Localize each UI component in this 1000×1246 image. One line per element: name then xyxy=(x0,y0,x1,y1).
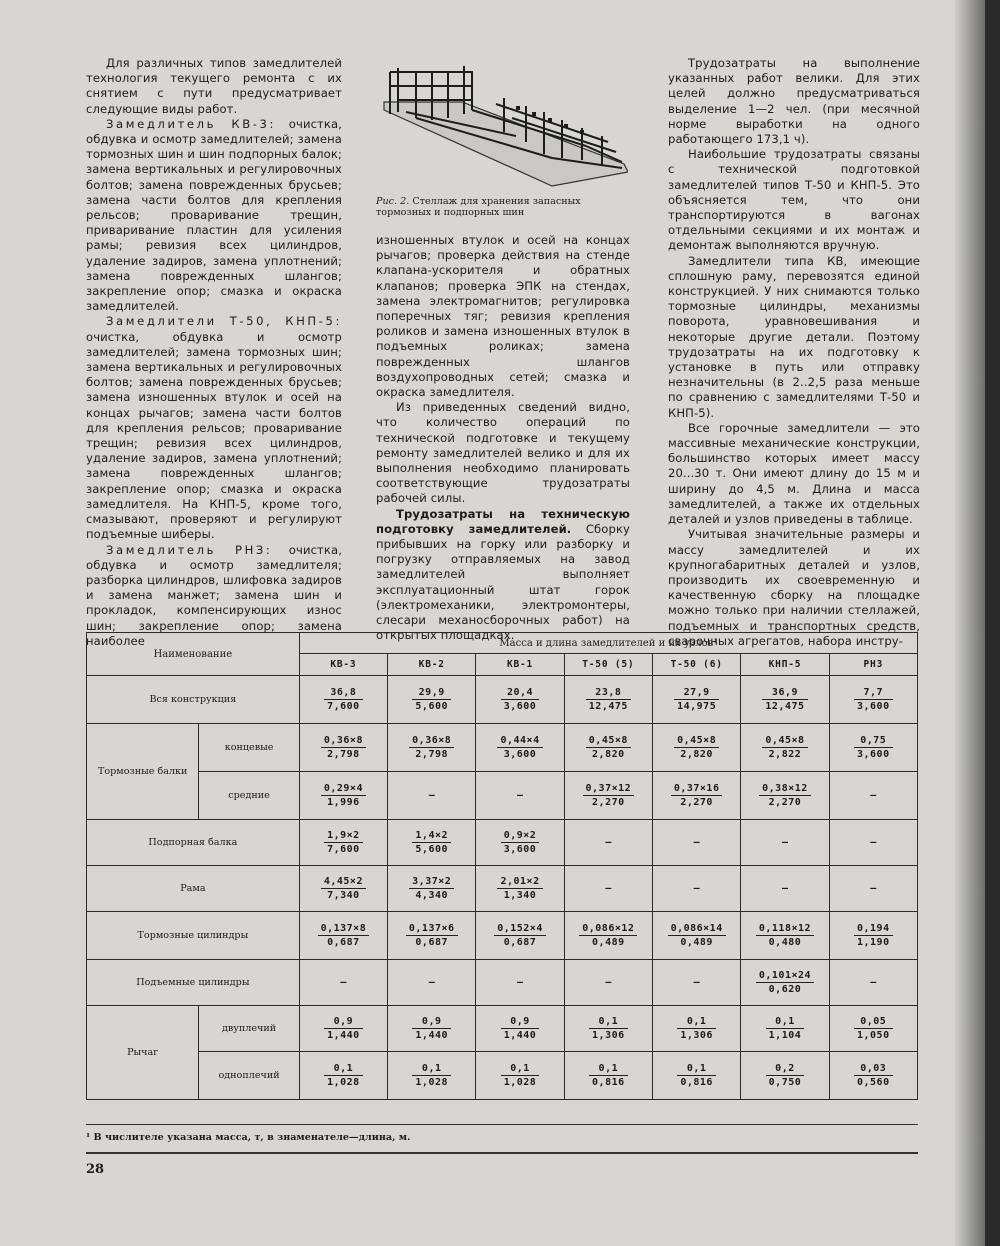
table-cell xyxy=(564,772,652,820)
mass-value: 0,37×16 xyxy=(671,782,723,796)
length-value: 0,687 xyxy=(415,937,449,948)
length-value: 7,340 xyxy=(327,890,360,901)
length-value: 1,440 xyxy=(415,1030,449,1041)
empty-dash: — xyxy=(781,883,788,894)
length-value: 1,340 xyxy=(503,890,537,901)
length-value: 7,600 xyxy=(327,844,360,855)
table-cell xyxy=(741,960,829,1006)
length-value: 0,816 xyxy=(680,1077,713,1088)
empty-dash: — xyxy=(870,883,877,894)
labor-body: Сборку прибывших на горку или разборку и погрузку отправляемых на завод замедлителей выполняет эксплуатационный штат горок (электромеханики, электромонтеры, слесари механосборочных работ) на открытых площадках. xyxy=(376,521,631,643)
table-cell xyxy=(564,912,652,960)
fraction-value xyxy=(409,875,454,902)
length-value: 14,975 xyxy=(677,701,717,712)
mass-value: 0,1 xyxy=(677,1015,716,1029)
empty-dash: — xyxy=(693,977,700,988)
paragraph-3-1: Трудозатраты на выполнение указанных работ велики. Для этих целей должно предусматриваться выделение 1—2 чел. (при месячной норме выработки на одного работающего 173,1 ч). xyxy=(668,56,920,147)
mass-value: 0,1 xyxy=(677,1062,716,1076)
column-header: КВ-1 xyxy=(476,654,564,676)
table-row xyxy=(87,866,918,912)
table-cell xyxy=(476,1006,564,1052)
mass-value: 36,8 xyxy=(324,686,363,700)
row-sublabel: концевые xyxy=(199,724,299,772)
mass-value: 0,1 xyxy=(501,1062,540,1076)
length-value: 0,687 xyxy=(503,937,537,948)
fraction-value xyxy=(762,734,807,761)
length-value: 0,489 xyxy=(680,937,713,948)
mass-value: 2,01×2 xyxy=(497,875,542,889)
length-value: 3,600 xyxy=(857,701,890,712)
length-value: 0,560 xyxy=(857,1077,890,1088)
column-header: КНП-5 xyxy=(741,654,829,676)
table-cell xyxy=(653,912,741,960)
length-value: 2,820 xyxy=(592,749,625,760)
rack-illustration xyxy=(376,62,628,188)
mass-value: 0,194 xyxy=(854,922,893,936)
fraction-value xyxy=(324,686,363,713)
mass-value: 0,152×4 xyxy=(494,922,546,936)
table-cell xyxy=(388,820,476,866)
table-cell xyxy=(564,676,652,724)
table-cell xyxy=(829,820,917,866)
table-cell xyxy=(388,724,476,772)
fraction-value xyxy=(321,782,366,809)
table-cell xyxy=(829,960,917,1006)
mass-value: 0,38×12 xyxy=(759,782,811,796)
row-sublabel: средние xyxy=(199,772,299,820)
paragraph-kv3 xyxy=(86,117,342,315)
fraction-value xyxy=(494,922,546,949)
length-value: 2,822 xyxy=(768,749,802,760)
table-row xyxy=(87,1006,918,1052)
table-cell xyxy=(741,1052,829,1100)
mass-value: 0,37×12 xyxy=(583,782,635,796)
table-cell xyxy=(829,772,917,820)
rack-drawing xyxy=(376,62,628,188)
figure-caption xyxy=(376,196,630,218)
text-column-3 xyxy=(668,56,920,649)
empty-dash: — xyxy=(870,837,877,848)
fraction-value xyxy=(583,782,635,809)
mass-value: 0,45×8 xyxy=(586,734,631,748)
labor-heading: Трудозатраты на техническую подготовку замедлителей. xyxy=(376,506,630,536)
mass-value: 0,1 xyxy=(412,1062,451,1076)
table-cell xyxy=(388,772,476,820)
mass-value: 36,9 xyxy=(762,686,807,700)
fraction-value xyxy=(854,1015,893,1042)
length-value: 2,270 xyxy=(680,797,713,808)
table-cell xyxy=(741,772,829,820)
empty-dash: — xyxy=(605,883,612,894)
mass-value: 0,36×8 xyxy=(409,734,454,748)
length-value: 1,190 xyxy=(857,937,890,948)
table-cell xyxy=(741,820,829,866)
fraction-value xyxy=(589,1015,628,1042)
fraction-value xyxy=(501,829,540,856)
length-value: 1,306 xyxy=(592,1030,625,1041)
row-label: Тормозные цилиндры xyxy=(87,912,300,960)
fraction-value xyxy=(586,734,631,761)
table-cell xyxy=(741,912,829,960)
empty-dash: — xyxy=(870,977,877,988)
page-bottom-rule xyxy=(86,1152,918,1154)
empty-dash: — xyxy=(340,977,347,988)
header-name: Наименование xyxy=(87,633,300,676)
empty-dash: — xyxy=(428,790,435,801)
fraction-value xyxy=(412,686,451,713)
table-cell xyxy=(388,866,476,912)
length-value: 0,480 xyxy=(768,937,802,948)
table-cell xyxy=(299,724,387,772)
table-cell xyxy=(564,1006,652,1052)
length-value: 1,050 xyxy=(857,1030,890,1041)
mass-value: 4,45×2 xyxy=(321,875,366,889)
mass-value: 0,29×4 xyxy=(321,782,366,796)
column-header: РНЗ xyxy=(829,654,917,676)
table-cell xyxy=(476,772,564,820)
length-value: 12,475 xyxy=(765,701,805,712)
table-cell xyxy=(829,724,917,772)
fraction-value xyxy=(412,1062,451,1089)
length-value: 2,798 xyxy=(415,749,449,760)
fraction-value xyxy=(854,686,893,713)
column-header: КВ-2 xyxy=(388,654,476,676)
length-value: 1,028 xyxy=(327,1077,360,1088)
fraction-value xyxy=(412,1015,451,1042)
length-value: 0,620 xyxy=(768,984,802,995)
fraction-value xyxy=(854,1062,893,1089)
fraction-value xyxy=(501,1015,540,1042)
table-cell xyxy=(299,960,387,1006)
mass-value: 1,4×2 xyxy=(412,829,451,843)
fraction-value xyxy=(589,1062,628,1089)
empty-dash: — xyxy=(605,837,612,848)
row-sublabel: двуплечий xyxy=(199,1006,299,1052)
fraction-value xyxy=(324,1015,363,1042)
mass-value: 0,05 xyxy=(854,1015,893,1029)
empty-dash: — xyxy=(517,977,524,988)
column-header: Т-50 (5) xyxy=(564,654,652,676)
column-header: КВ-3 xyxy=(299,654,387,676)
table-cell xyxy=(388,1006,476,1052)
table-cell xyxy=(653,724,741,772)
table-cell xyxy=(564,1052,652,1100)
table-cell xyxy=(653,866,741,912)
mass-value: 0,101×24 xyxy=(756,969,814,983)
table-cell xyxy=(741,866,829,912)
mass-value: 7,7 xyxy=(854,686,893,700)
fraction-value xyxy=(406,922,458,949)
fraction-value xyxy=(674,686,719,713)
table-cell xyxy=(829,1006,917,1052)
mass-value: 0,137×8 xyxy=(318,922,370,936)
length-value: 5,600 xyxy=(415,844,449,855)
fraction-value xyxy=(321,875,366,902)
table-cell xyxy=(564,820,652,866)
t50-heading: Замедлители Т-50, КНП-5: xyxy=(106,314,342,329)
mass-value: 0,086×12 xyxy=(579,922,637,936)
length-value: 2,270 xyxy=(592,797,625,808)
paragraph-intro: Для различных типов замедлителей технология текущего ремонта с их снятием с пути предусматривает следующие виды работ. xyxy=(86,56,342,116)
length-value: 4,340 xyxy=(415,890,449,901)
empty-dash: — xyxy=(693,883,700,894)
mass-value: 0,9 xyxy=(412,1015,451,1029)
empty-dash: — xyxy=(517,790,524,801)
fraction-value xyxy=(409,734,454,761)
table-cell xyxy=(564,866,652,912)
table-cell xyxy=(653,676,741,724)
length-value: 0,750 xyxy=(768,1077,802,1088)
table-cell xyxy=(476,724,564,772)
mass-value: 0,45×8 xyxy=(762,734,807,748)
table-row xyxy=(87,820,918,866)
mass-value: 0,118×12 xyxy=(756,922,814,936)
row-group-label: Тормозные балки xyxy=(87,724,199,820)
mass-value: 27,9 xyxy=(674,686,719,700)
caption-label: Рис. 2. xyxy=(376,196,410,207)
paragraph-3-3: Замедлители типа КВ, имеющие сплошную раму, перевозятся единой конструкцией. У них снимаются только тормозные цилиндры, механизмы поворота, уравновешивания и некоторые другие детали. Поэтому трудозатраты на их подготовку к установке в путь или отправку незначительны (в 2..2,5 раза меньше по сравнению с замедлителями Т-50 и КНП-5). xyxy=(668,253,920,420)
mass-value: 1,9×2 xyxy=(324,829,363,843)
mass-value: 29,9 xyxy=(412,686,451,700)
length-value: 1,440 xyxy=(503,1030,537,1041)
mass-value: 0,03 xyxy=(854,1062,893,1076)
table-cell xyxy=(299,912,387,960)
fraction-value xyxy=(412,829,451,856)
table-cell xyxy=(653,820,741,866)
length-value: 1,028 xyxy=(415,1077,449,1088)
mass-value: 0,1 xyxy=(324,1062,363,1076)
kv3-heading: Замедлитель КВ-3: xyxy=(106,116,277,131)
table-cell xyxy=(388,676,476,724)
fraction-value xyxy=(756,969,814,996)
mass-value: 23,8 xyxy=(586,686,631,700)
row-label: Рама xyxy=(87,866,300,912)
length-value: 5,600 xyxy=(415,701,449,712)
row-sublabel: одноплечий xyxy=(199,1052,299,1100)
length-value: 1,104 xyxy=(768,1030,802,1041)
fraction-value xyxy=(674,734,719,761)
fraction-value xyxy=(318,922,370,949)
fraction-value xyxy=(497,875,542,902)
table-cell xyxy=(829,866,917,912)
paragraph-3-2: Наибольшие трудозатраты связаны с технической подготовкой замедлителей типов Т-50 и КНП-5. Это объясняется тем, что они транспортируются в вагонах отдельными секциями и их монтаж и демонтаж выполняются вручную. xyxy=(668,147,920,253)
empty-dash: — xyxy=(870,790,877,801)
caption-text: Стеллаж для хранения запасных тормозных и подпорных шин xyxy=(376,196,581,218)
length-value: 3,600 xyxy=(857,749,890,760)
mass-value: 0,9×2 xyxy=(501,829,540,843)
mass-value: 0,9 xyxy=(324,1015,363,1029)
paragraph-continuation: изношенных втулок и осей на концах рычагов; проверка действия на стенде клапана-ускорителя и обратных клапанов; проверка ЭПК на стендах, замена электромагнитов; регулировка поперечных тяг; ревизия крепления роликов и замена изношенных втулок в подъемных роликах; замена поврежденных шлангов воздухопроводных сетей; смазка и окраска замедлителя. xyxy=(376,233,630,400)
table-cell xyxy=(299,820,387,866)
length-value: 2,798 xyxy=(327,749,360,760)
page-number: 28 xyxy=(86,1162,105,1177)
table-cell xyxy=(388,912,476,960)
mass-value: 0,1 xyxy=(589,1015,628,1029)
empty-dash: — xyxy=(693,837,700,848)
paragraph-3-4: Все горочные замедлители — это массивные механические конструкции, большинство которых имеет массу 20...30 т. Они имеют длину до 15 м и ширину до 4,5 м. Длина и масса замедлителей, а также их отдельных деталей и узлов приведены в таблице. xyxy=(668,420,920,527)
length-value: 2,270 xyxy=(768,797,802,808)
fraction-value xyxy=(324,829,363,856)
fraction-value xyxy=(677,1015,716,1042)
row-group-label: Рычаг xyxy=(87,1006,199,1100)
length-value: 1,440 xyxy=(327,1030,360,1041)
table-row xyxy=(87,772,918,820)
table-cell xyxy=(829,912,917,960)
table-cell xyxy=(653,1052,741,1100)
row-label: Вся конструкция xyxy=(87,676,300,724)
length-value: 1,996 xyxy=(327,797,360,808)
fraction-value xyxy=(579,922,637,949)
fraction-value xyxy=(321,734,366,761)
mass-value: 3,37×2 xyxy=(409,875,454,889)
length-value: 2,820 xyxy=(680,749,713,760)
table-cell xyxy=(388,1052,476,1100)
fraction-value xyxy=(501,1062,540,1089)
fraction-value xyxy=(854,922,893,949)
table-cell xyxy=(741,724,829,772)
mass-value: 0,137×6 xyxy=(406,922,458,936)
fraction-value xyxy=(756,922,814,949)
fraction-value xyxy=(759,782,811,809)
table-cell xyxy=(741,676,829,724)
table-cell xyxy=(388,960,476,1006)
table-cell xyxy=(476,960,564,1006)
table-cell xyxy=(476,676,564,724)
length-value: 3,600 xyxy=(503,844,537,855)
length-value: 1,306 xyxy=(680,1030,713,1041)
table-cell xyxy=(653,772,741,820)
table-row xyxy=(87,960,918,1006)
length-value: 0,816 xyxy=(592,1077,625,1088)
table-row xyxy=(87,912,918,960)
fraction-value xyxy=(668,922,726,949)
paragraph-conclusion: Из приведенных сведений видно, что количество операций по технической подготовке и текущему ремонту замедлителей велико и для их выполнения необходимо планировать соответствующие трудозатраты рабочей силы. xyxy=(376,400,630,506)
length-value: 1,028 xyxy=(503,1077,537,1088)
table-row xyxy=(87,676,918,724)
table-row xyxy=(87,1052,918,1100)
mass-value: 20,4 xyxy=(501,686,540,700)
length-value: 12,475 xyxy=(588,701,628,712)
table-cell xyxy=(476,820,564,866)
table-cell xyxy=(476,1052,564,1100)
table-cell xyxy=(299,1052,387,1100)
paragraph-t50 xyxy=(86,314,342,542)
empty-dash: — xyxy=(605,977,612,988)
mass-value: 0,2 xyxy=(766,1062,805,1076)
header-group: Масса и длина замедлителей и их узлов¹ xyxy=(299,633,917,654)
length-value: 0,489 xyxy=(592,937,625,948)
binding-shadow xyxy=(955,0,985,1246)
length-value: 0,687 xyxy=(327,937,360,948)
fraction-value xyxy=(497,734,542,761)
table-cell xyxy=(829,676,917,724)
paragraph-labor xyxy=(376,507,630,644)
mass-value: 0,9 xyxy=(501,1015,540,1029)
text-column-2 xyxy=(376,233,630,643)
table-cell xyxy=(653,1006,741,1052)
length-value: 3,600 xyxy=(503,749,537,760)
fraction-value xyxy=(766,1062,805,1089)
fraction-value xyxy=(766,1015,805,1042)
empty-dash: — xyxy=(428,977,435,988)
mass-length-table xyxy=(86,632,918,1100)
length-value: 7,600 xyxy=(327,701,360,712)
fraction-value xyxy=(586,686,631,713)
rnz-heading: Замедлитель РНЗ: xyxy=(106,542,273,557)
fraction-value xyxy=(677,1062,716,1089)
footnote-rule xyxy=(86,1124,918,1125)
mass-value: 0,086×14 xyxy=(668,922,726,936)
fraction-value xyxy=(501,686,540,713)
row-label: Подъемные цилиндры xyxy=(87,960,300,1006)
mass-value: 0,44×4 xyxy=(497,734,542,748)
mass-value: 0,1 xyxy=(766,1015,805,1029)
table-cell xyxy=(829,1052,917,1100)
table-cell xyxy=(299,1006,387,1052)
table-cell xyxy=(653,960,741,1006)
mass-value: 0,45×8 xyxy=(674,734,719,748)
table-cell xyxy=(741,1006,829,1052)
kv3-body: очистка, обдувка и осмотр замедлителей; замена тормозных шин и шин подпорных балок; замена вертикальных и регулировочных болтов; замена поврежденных брусьев; замена части болтов для крепления рельсов; проваривание трещин, приваривание пластин для усиления рамы; ревизия всех цилиндров, удаление задиров, замена уплотнений; замена поврежденных шлангов; закрепление опор; смазка и окраска замедлителей. xyxy=(86,116,342,314)
column-header: Т-50 (6) xyxy=(653,654,741,676)
paragraph-3-5: Учитывая значительные размеры и массу замедлителей и их крупногабаритных деталей и узлов, производить их своевременную и качественную сборку на площадке можно только при наличии стеллажей, подъемных и транспортных средств, сварочных агрегатов, набора инстру- xyxy=(668,527,920,648)
table-row xyxy=(87,724,918,772)
rnz-body: очистка, обдувка и осмотр замедлителя; разборка цилиндров, шлифовка задиров и замена манжет; замена шин и прокладок, компенсирующих износ шин; закрепление опор; замена наиболее xyxy=(86,542,343,648)
mass-value: 0,1 xyxy=(589,1062,628,1076)
table-cell xyxy=(476,912,564,960)
t50-body: очистка, обдувка и осмотр замедлителей; замена тормозных шин; замена вертикальных и регулировочных болтов; замена поврежденных брусьев; замена изношенных втулок и осей на концах рычагов; замена части болтов для крепления рельсов; проваривание трещин; ревизия всех цилиндров, удаление задиров, замена уплотнений; замена поврежденных шлангов; закрепление опор; смазка и окраска замедлителя. На КНП-5, кроме того, смазывают, проверяют и регулируют подъемные шиберы. xyxy=(86,329,342,542)
mass-value: 0,36×8 xyxy=(321,734,366,748)
table-cell xyxy=(299,866,387,912)
table-cell xyxy=(299,676,387,724)
length-value: 3,600 xyxy=(503,701,537,712)
empty-dash: — xyxy=(781,837,788,848)
fraction-value xyxy=(854,734,893,761)
fraction-value xyxy=(762,686,807,713)
fraction-value xyxy=(671,782,723,809)
table-cell xyxy=(564,724,652,772)
table-cell xyxy=(299,772,387,820)
row-label: Подпорная балка xyxy=(87,820,300,866)
table-cell xyxy=(476,866,564,912)
table-footnote: ¹ В числителе указана масса, т, в знаменателе—длина, м. xyxy=(86,1132,411,1143)
table-cell xyxy=(564,960,652,1006)
fraction-value xyxy=(324,1062,363,1089)
mass-value: 0,75 xyxy=(854,734,893,748)
text-column-1 xyxy=(86,56,342,649)
